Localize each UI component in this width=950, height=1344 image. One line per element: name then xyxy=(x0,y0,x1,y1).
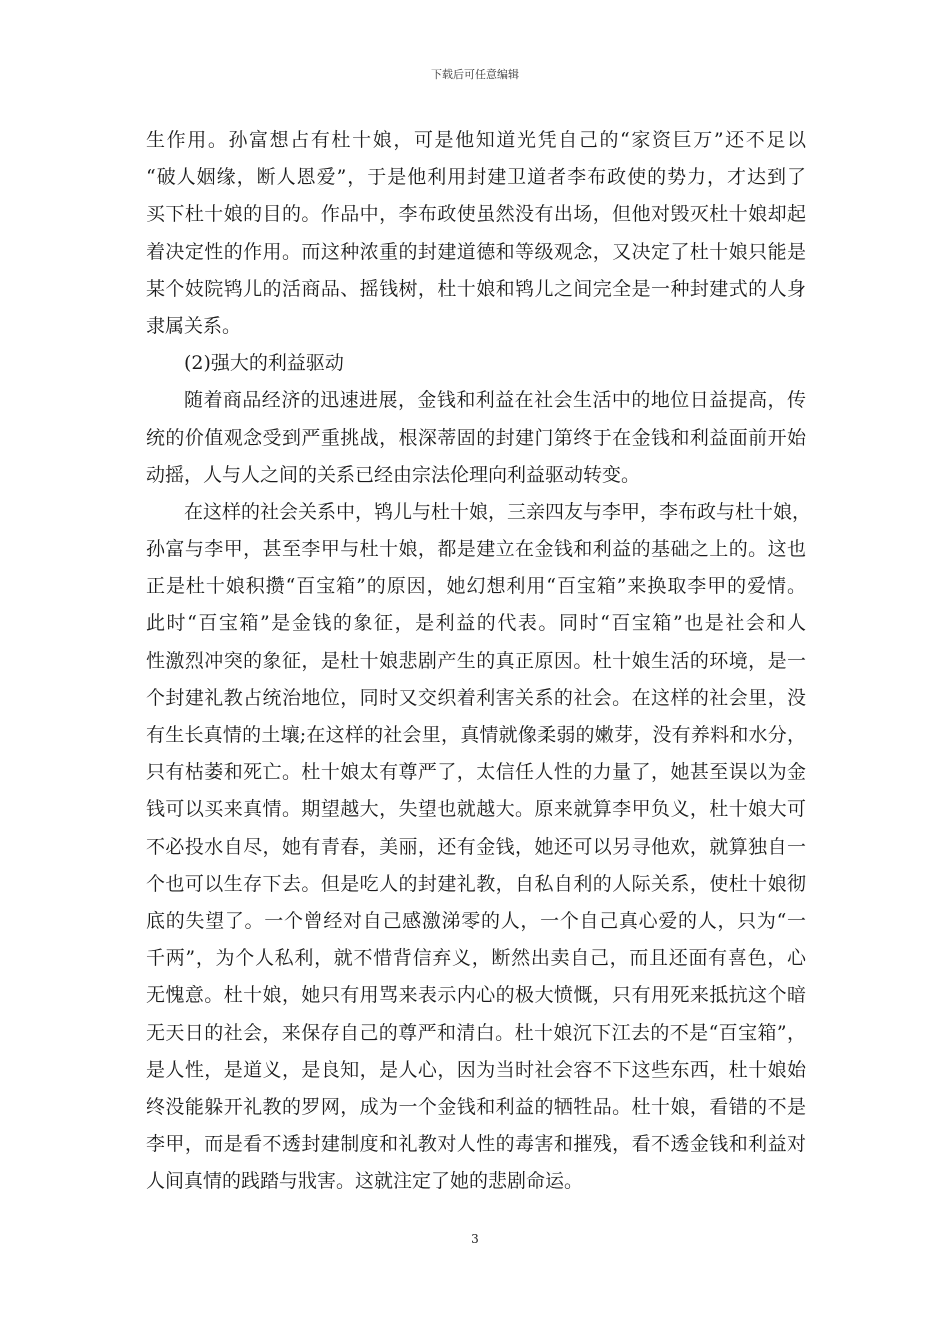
page-header: 下载后可任意编辑 xyxy=(431,68,519,81)
paragraph-line: 底的失望了。一个曾经对自己感激涕零的人，一个自己真心爱的人，只为“一 xyxy=(146,909,806,932)
paragraph-line: 人间真情的践踏与戕害。这就注定了她的悲剧命运。 xyxy=(146,1170,584,1193)
document-body xyxy=(146,122,812,1200)
page-number: 3 xyxy=(471,1232,479,1246)
paragraph-line: (2)强大的利益驱动 xyxy=(184,352,344,375)
paragraph-line: 买下杜十娘的目的。作品中，李布政使虽然没有出场，但他对毁灭杜十娘却起 xyxy=(146,203,806,226)
paragraph-line: 有生长真情的土壤;在这样的社会里，真情就像柔弱的嫩芽，没有养料和水分， xyxy=(146,724,806,746)
paragraph-line: 不必投水自尽，她有青春，美丽，还有金钱，她还可以另寻他欢，就算独自一 xyxy=(146,835,806,858)
paragraph-line: 性激烈冲突的象征，是杜十娘悲剧产生的真正原因。杜十娘生活的环境，是一 xyxy=(146,649,806,672)
paragraph-line: 千两”，为个人私利，就不惜背信弃义，断然出卖自己，而且还面有喜色，心 xyxy=(146,947,806,970)
paragraph-line: 钱可以买来真情。期望越大，失望也就越大。原来就算李甲负义，杜十娘大可 xyxy=(146,798,806,821)
paragraph-line: 正是杜十娘积攒“百宝箱”的原因，她幻想利用“百宝箱”来换取李甲的爱情。 xyxy=(146,575,806,598)
paragraph-line: 个也可以生存下去。但是吃人的封建礼教，自私自利的人际关系，使杜十娘彻 xyxy=(146,872,806,895)
paragraph-line: 随着商品经济的迅速进展，金钱和利益在社会生活中的地位日益提高，传 xyxy=(184,389,806,412)
paragraph-line: 个封建礼教占统治地位，同时又交织着利害关系的社会。在这样的社会里，没 xyxy=(146,686,806,709)
paragraph-line: “破人姻缘，断人恩爱”，于是他利用封建卫道者李布政使的势力，才达到了 xyxy=(146,166,806,189)
paragraph-line: 生作用。孙富想占有杜十娘，可是他知道光凭自己的“家资巨万”还不足以 xyxy=(146,129,806,151)
paragraph-line: 终没能躲开礼教的罗网，成为一个金钱和利益的牺牲品。杜十娘，看错的不是 xyxy=(146,1095,806,1118)
paragraph-line: 统的价值观念受到严重挑战，根深蒂固的封建门第终于在金钱和利益面前开始 xyxy=(146,426,806,449)
paragraph-line: 只有枯萎和死亡。杜十娘太有尊严了，太信任人性的力量了，她甚至误以为金 xyxy=(146,761,806,784)
paragraph-line: 动摇，人与人之间的关系已经由宗法伦理向利益驱动转变。 xyxy=(146,463,641,486)
paragraph-line: 是人性，是道义，是良知，是人心，因为当时社会容不下这些东西，杜十娘始 xyxy=(146,1058,806,1081)
paragraph-line: 着决定性的作用。而这种浓重的封建道德和等级观念，又决定了杜十娘只能是 xyxy=(146,240,806,263)
paragraph-line: 某个妓院鸨儿的活商品、摇钱树，杜十娘和鸨儿之间完全是一种封建式的人身 xyxy=(146,277,806,300)
paragraph-line: 李甲，而是看不透封建制度和礼教对人性的毒害和摧残，看不透金钱和利益对 xyxy=(146,1133,806,1156)
paragraph-line: 无天日的社会，来保存自己的尊严和清白。杜十娘沉下江去的不是“百宝箱”， xyxy=(146,1021,806,1044)
paragraph-line: 隶属关系。 xyxy=(146,314,242,337)
paragraph-line: 孙富与李甲，甚至李甲与杜十娘，都是建立在金钱和利益的基础之上的。这也 xyxy=(146,538,806,561)
paragraph-line: 在这样的社会关系中，鸨儿与杜十娘，三亲四友与李甲，李布政与杜十娘， xyxy=(184,500,812,523)
paragraph-line: 无愧意。杜十娘，她只有用骂来表示内心的极大愤慨，只有用死来抵抗这个暗 xyxy=(146,984,806,1007)
paragraph-line: 此时“百宝箱”是金钱的象征，是利益的代表。同时“百宝箱”也是社会和人 xyxy=(146,612,806,635)
